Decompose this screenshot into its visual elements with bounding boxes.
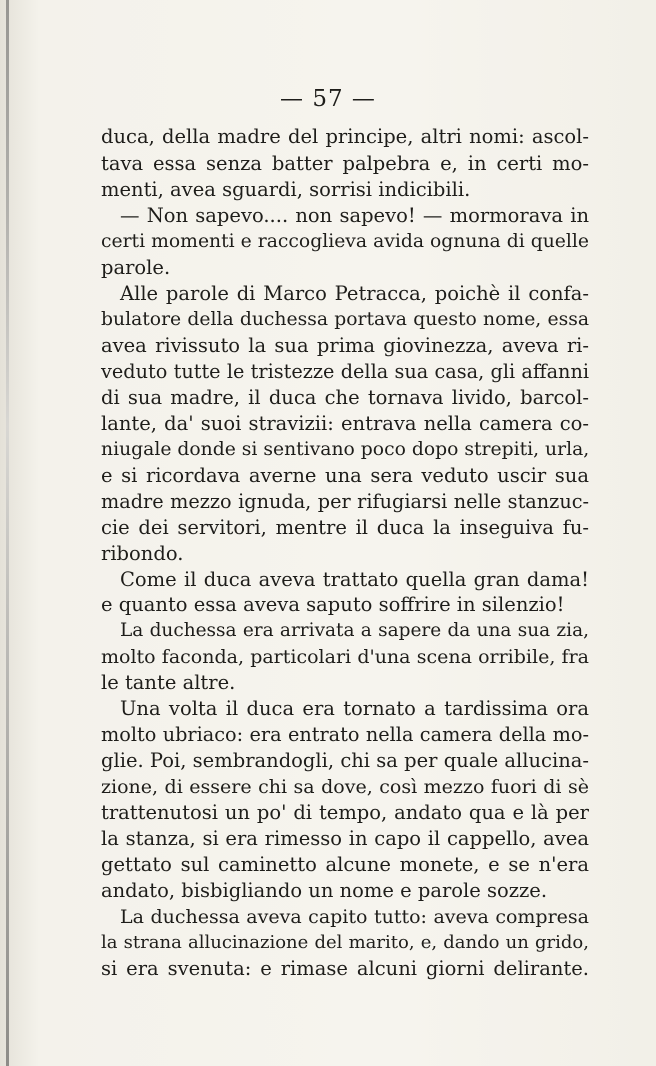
text-line: glie. Poi, sembrandogli, chi sa per quale allucina- <box>101 749 589 772</box>
text-line: gettato sul caminetto alcune monete, e se n'era <box>101 853 589 876</box>
text-line: Alle parole di Marco Petracca, poichè il confa- <box>120 282 589 305</box>
text-line: niugale donde si sentivano poco dopo strepiti, urla, <box>101 439 590 460</box>
text-line: molto ubriaco: era entrato nella camera della mo- <box>101 723 589 746</box>
text-line: e si ricordava averne una sera veduto uscir sua <box>101 464 589 487</box>
text-line: la stanza, si era rimesso in capo il cappello, avea <box>101 827 589 850</box>
text-line: di sua madre, il duca che tornava livido, barcol- <box>101 386 589 409</box>
text-line: parole. <box>101 256 171 279</box>
text-line: tava essa senza batter palpebra e, in certi mo- <box>101 152 589 175</box>
text-line: le tante altre. <box>101 671 236 694</box>
text-line: avea rivissuto la sua prima giovinezza, aveva ri- <box>101 334 589 357</box>
text-line: duca, della madre del principe, altri nomi: ascol- <box>101 125 589 148</box>
text-line: — Non sapevo.... non sapevo! — mormorava in <box>120 204 589 227</box>
text-line: trattenutosi un po' di tempo, andato qua e là per <box>101 801 589 824</box>
text-line: Come il duca aveva trattato quella gran dama! <box>120 568 589 591</box>
text-line: La duchessa era arrivata a sapere da una sua zia, <box>120 620 589 641</box>
text-line: molto faconda, particolari d'una scena orribile, fra <box>101 646 589 668</box>
text-line: bulatore della duchessa portava questo nome, essa <box>101 309 589 330</box>
text-line: madre mezzo ignuda, per rifugiarsi nelle stanzuc- <box>101 490 589 513</box>
text-line: andato, bisbigliando un nome e parole sozze. <box>101 879 548 902</box>
text-line: lante, da' suoi stravizii: entrava nella camera co- <box>101 412 589 435</box>
page-binding-edge <box>6 0 9 1066</box>
text-line: Una volta il duca era tornato a tardissima ora <box>120 697 589 720</box>
page-number-header: — 57 — <box>280 86 376 112</box>
text-line: veduto tutte le tristezze della sua casa, gli affanni <box>101 360 589 383</box>
text-line: certi momenti e raccoglieva avida ognuna di quelle <box>101 231 589 252</box>
text-line: la strana allucinazione del marito, e, dando un grido, <box>101 932 589 953</box>
text-line: cie dei servitori, mentre il duca la inseguiva fu- <box>101 516 589 539</box>
text-line: ribondo. <box>101 542 184 565</box>
text-line: e quanto essa aveva saputo soffrire in silenzio! <box>101 593 565 616</box>
text-line: zione, di essere chi sa dove, così mezzo fuori di sè <box>101 776 589 798</box>
text-line: La duchessa aveva capito tutto: aveva compresa <box>120 906 589 928</box>
text-line: menti, avea sguardi, sorrisi indicibili. <box>101 178 471 201</box>
text-line: si era svenuta: e rimase alcuni giorni delirante. <box>101 957 589 980</box>
